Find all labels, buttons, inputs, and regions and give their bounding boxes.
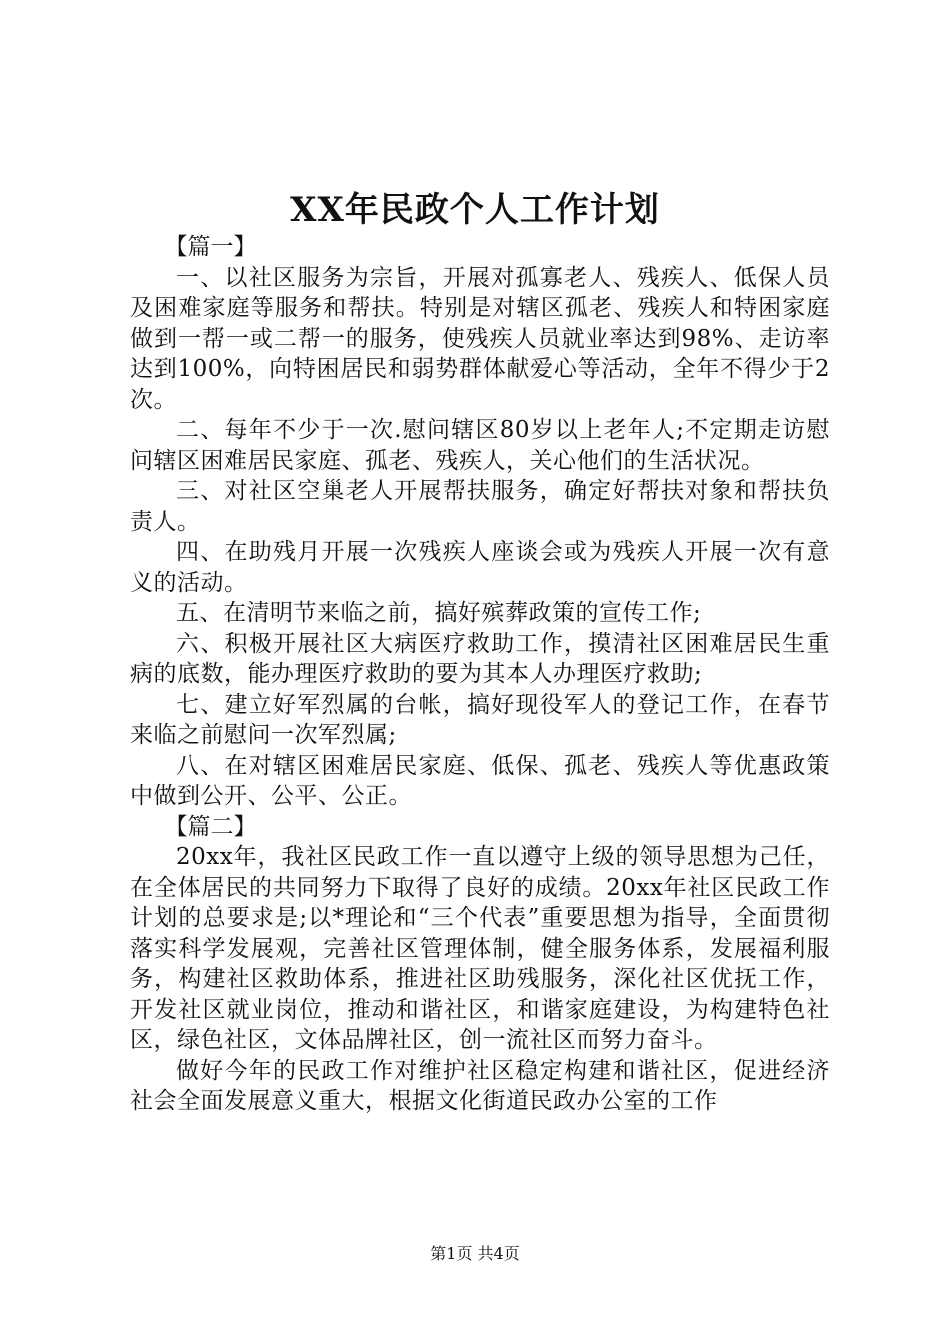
paragraph: 二、每年不少于一次.慰问辖区80岁以上老年人;不定期走访慰问辖区困难居民家庭、孤老、残疾人，关心他们的生活状况。: [130, 417, 830, 474]
paragraph: 四、在助残月开展一次残疾人座谈会或为残疾人开展一次有意义的活动。: [130, 539, 830, 596]
page-footer: 第1页 共4页: [430, 1244, 520, 1263]
document-body: [130, 232, 830, 1117]
paragraph: 七、建立好军烈属的台帐，搞好现役军人的登记工作，在春节来临之前慰问一次军烈属;: [130, 691, 830, 748]
paragraph: 三、对社区空巢老人开展帮扶服务，确定好帮扶对象和帮扶负责人。: [130, 478, 830, 535]
section-heading: 【篇一】: [164, 234, 257, 260]
section-2: [130, 812, 830, 1117]
paragraph: 20xx年，我社区民政工作一直以遵守上级的领导思想为己任，在全体居民的共同努力下取得了良好的成绩。20xx年社区民政工作计划的总要求是;以*理论和“三个代表”重要思想为指导，全面贯彻落实科学发展观，完善社区管理体制，健全服务体系，发展福利服务，构建社区救助体系，推进社区助残服务，深化社区优抚工作，开发社区就业岗位，推动和谐社区，和谐家庭建设，为构建特色社区，绿色社区，文体品牌社区，创一流社区而努力奋斗。: [130, 844, 830, 1053]
document-title: XX年民政个人工作计划: [290, 190, 660, 230]
paragraph: 六、积极开展社区大病医疗救助工作，摸清社区困难居民生重病的底数，能办理医疗救助的要为其本人办理医疗救助;: [130, 630, 830, 687]
section-heading: 【篇二】: [164, 813, 257, 840]
paragraph: 五、在清明节来临之前，搞好殡葬政策的宣传工作;: [176, 600, 702, 626]
paragraph: 八、在对辖区困难居民家庭、低保、孤老、残疾人等优惠政策中做到公开、公平、公正。: [130, 752, 830, 809]
paragraph: 一、以社区服务为宗旨，开展对孤寡老人、残疾人、低保人员及困难家庭等服务和帮扶。特别是对辖区孤老、残疾人和特困家庭做到一帮一或二帮一的服务，使残疾人员就业率达到98%、走访率达到100%，向特困居民和弱势群体献爱心等活动，全年不得少于2次。: [130, 264, 830, 413]
paragraph: 做好今年的民政工作对维护社区稳定构建和谐社区，促进经济社会全面发展意义重大，根据文化街道民政办公室的工作: [130, 1057, 830, 1114]
section-1: [130, 232, 830, 812]
